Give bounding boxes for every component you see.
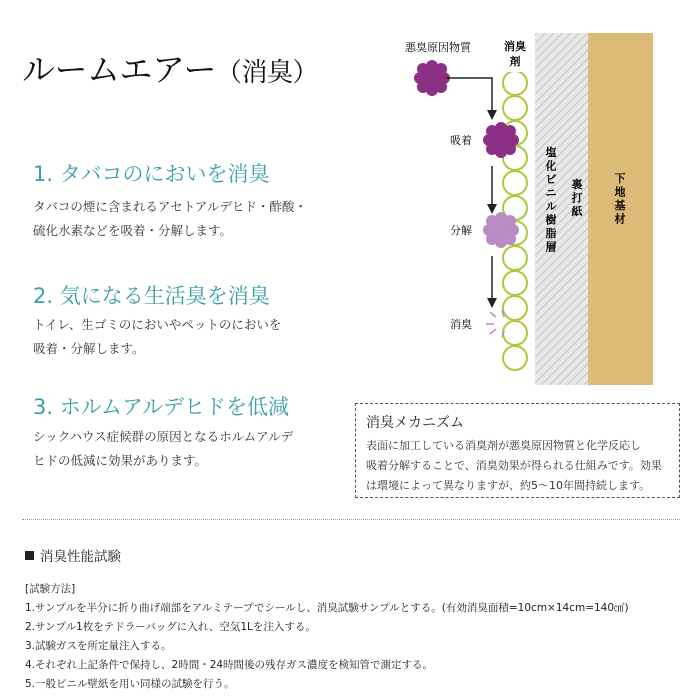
section-divider [22,519,680,520]
adsorb-label: 吸着 [450,134,472,147]
feature-2-line-1: トイレ、生ゴミのにおいやペットのにおいを [33,317,282,332]
odor-molecule-source [414,60,450,96]
decompose-label: 分解 [450,224,472,237]
backing-layer-label: 裏打紙 [571,178,583,218]
test-step-5: 5.一般ビニル壁紙を用い同様の試験を行う。 [25,678,235,690]
test-method [25,580,629,694]
test-method-header: [試験方法] [25,583,76,595]
feature-2-heading: 2. 気になる生活臭を消臭 [33,284,270,308]
mechanism-line-1: 表面に加工している消臭剤が悪臭原因物質と化学反応し [366,439,641,452]
feature-1-line-2: 硫化水素などを吸着・分解します。 [33,223,233,238]
bead [503,346,527,370]
feature-3-line-1: シックハウス症候群の原因となるホルムアルデ [33,429,294,444]
feature-1-line-1: タバコの煙に含まれるアセトアルデヒド・酢酸・ [33,199,307,214]
process-arrows [446,78,492,300]
page-title [22,44,318,91]
vinyl-layer-label: 塩化ビニル樹脂層 [545,146,557,254]
deodorizing-diagram [380,28,680,393]
mechanism-line-3: は環境によって異なりますが、約5～10年間持続します。 [366,479,651,492]
feature-3-text [33,425,293,473]
test-step-1: 1.サンプルを半分に折り曲げ端部をアルミテープでシールし、消臭試験サンプルとする。(有効消臭面積=10cm×14cm=140㎠) [25,602,629,614]
bead [503,246,527,270]
feature-2-line-2: 吸着・分解します。 [33,341,145,356]
odor-molecule-adsorbed [483,122,519,158]
deodorize-label: 消臭 [450,318,472,331]
feature-3-heading: 3. ホルムアルデヒドを低減 [33,395,290,419]
mechanism-box [355,403,680,498]
mechanism-text [366,436,676,496]
bead [503,71,527,95]
mechanism-title: 消臭メカニズム [366,415,464,431]
test-step-4: 4.それぞれ上記条件で保持し、2時間・24時間後の残存ガス濃度を検知管で測定する。 [25,659,434,671]
feature-1-text [33,195,307,243]
odor-source-label: 悪臭原因物質 [405,41,471,54]
feature-1-heading: 1. タバコのにおいを消臭 [33,162,270,186]
bead [503,96,527,120]
mechanism-line-2: 吸着分解することで、消臭効果が得られる仕組みです。効果 [366,459,662,472]
test-step-2: 2.サンプル1枚をテドラーバッグに入れ、空気1Lを注入する。 [25,621,316,633]
test-section-title [25,545,121,565]
test-step-3: 3.試験ガスを所定量注入する。 [25,640,172,652]
bead [503,171,527,195]
deodorant-label-2: 剤 [509,55,521,68]
feature-3-line-2: ヒドの低減に効果があります。 [33,453,208,468]
odor-molecule-decomposing [483,212,519,248]
odor-vanish-sparkle [486,310,504,337]
title-main: ルームエアー [22,50,217,89]
square-bullet-icon [25,551,34,560]
bead [503,271,527,295]
bead [503,296,527,320]
feature-2-text [33,313,281,361]
base-layer-label: 下地基材 [614,172,626,226]
test-section-title-text: 消臭性能試験 [40,549,121,565]
bead [503,321,527,345]
title-sub: （消臭） [216,58,319,88]
deodorant-label-1: 消臭 [504,40,526,53]
